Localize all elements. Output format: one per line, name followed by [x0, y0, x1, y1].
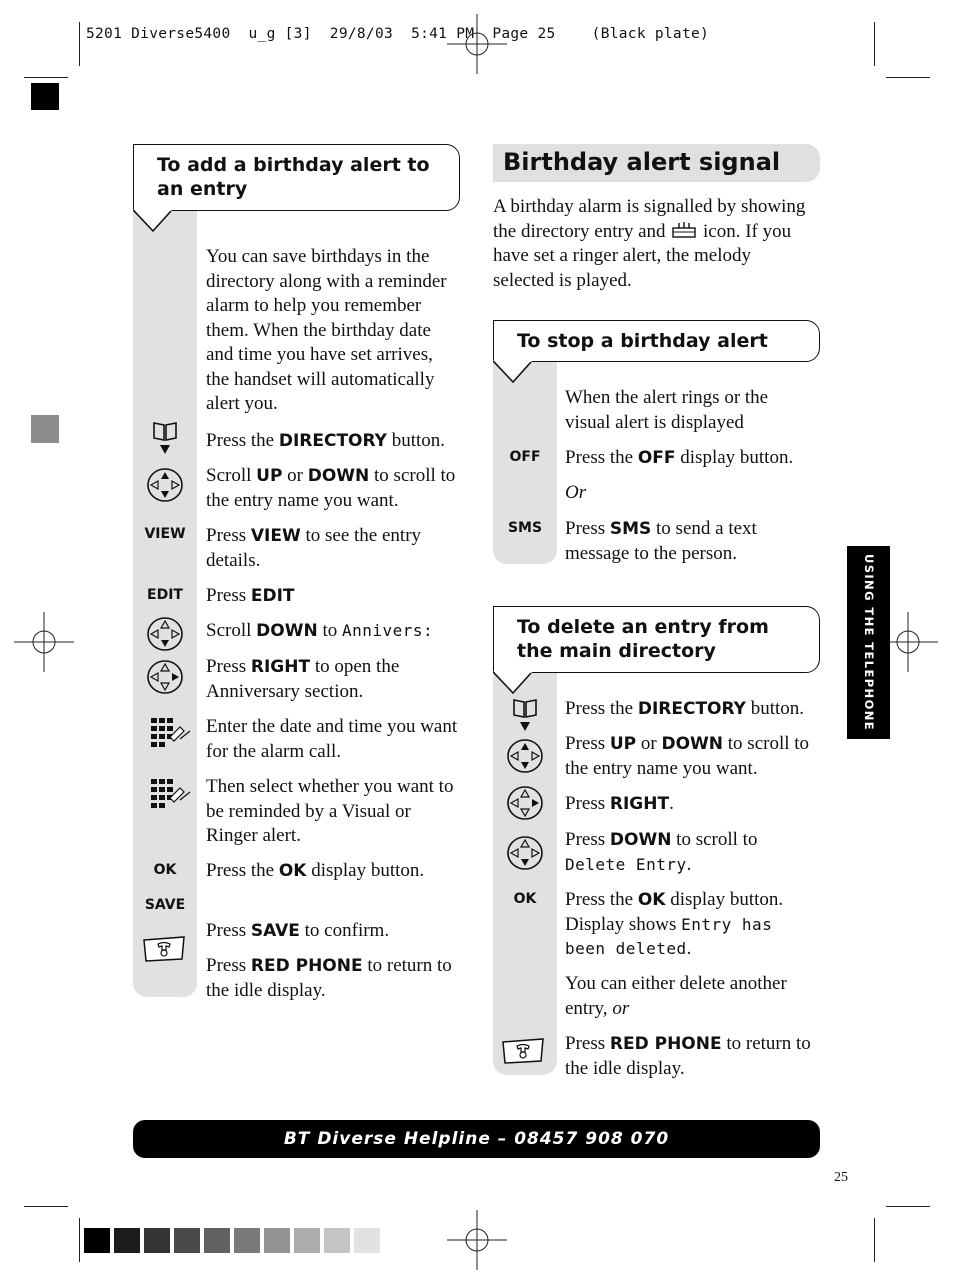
- step-edit: Press EDIT: [206, 585, 295, 606]
- registration-mark: [14, 612, 74, 672]
- step-save: Press SAVE to confirm.: [206, 920, 390, 941]
- softkey-off-label: OFF: [509, 449, 541, 465]
- step-right: Press RIGHT to open the Anniversary section.: [206, 656, 400, 702]
- section-header-add-birthday: [133, 144, 460, 211]
- birthday-cake-icon: [670, 221, 698, 239]
- crop-mark: [886, 77, 930, 78]
- delete-step-another: You can either delete another entry, or: [565, 973, 787, 1019]
- navigation-key-icon: [146, 467, 184, 503]
- helpline-bar: BT Diverse Helpline – 08457 908 070: [133, 1120, 820, 1158]
- grey-square-mark: [31, 415, 59, 443]
- navigation-key-down-icon: [146, 616, 184, 652]
- crop-mark: [79, 22, 80, 66]
- navigation-key-down-icon: [506, 835, 544, 871]
- crop-mark: [886, 1206, 930, 1207]
- step-scroll: Scroll UP or DOWN to scroll to the entry name you want.: [206, 465, 456, 511]
- black-square-mark: [31, 83, 59, 110]
- birthday-alert-signal-title: Birthday alert signal: [493, 144, 820, 182]
- registration-mark: [447, 14, 507, 74]
- step-off: Press the OFF display button.: [565, 447, 794, 468]
- lcd-text: Delete Entry: [565, 854, 687, 874]
- step-scroll-down: Scroll DOWN to Annivers:: [206, 620, 434, 641]
- directory-book-icon: [151, 420, 179, 456]
- navigation-key-right-icon: [506, 785, 544, 821]
- crop-mark: [24, 1206, 68, 1207]
- navigation-key-right-icon: [146, 659, 184, 695]
- step-sms: Press SMS to send a text message to the person.: [565, 518, 757, 564]
- crop-mark: [874, 1218, 875, 1262]
- side-tab-label: USING THE TELEPHONE: [862, 553, 876, 732]
- red-phone-key-icon: [141, 935, 187, 963]
- lcd-text: Annivers:: [341, 621, 434, 640]
- print-slug: 5201 Diverse5400 u_g [3] 29/8/03 5:41 PM Page 25 (Black plate): [86, 26, 710, 42]
- delete-step-right: Press RIGHT.: [565, 793, 674, 814]
- step-ok: Press the OK display button.: [206, 860, 425, 881]
- stop-condition: When the alert rings or the visual alert is displayed: [565, 387, 769, 433]
- delete-step-down: Press DOWN to scroll to Delete Entry.: [565, 829, 758, 875]
- step-red-phone: Press RED PHONE to return to the idle display.: [206, 955, 452, 1001]
- delete-step-red-phone: Press RED PHONE to return to the idle display.: [565, 1033, 811, 1079]
- step-directory: Press the DIRECTORY button.: [206, 430, 446, 451]
- step-select-alert: Then select whether you want to be reminded by a Visual or Ringer alert.: [206, 776, 454, 846]
- red-phone-key-icon: [500, 1037, 546, 1065]
- softkey-save-label: SAVE: [144, 897, 186, 913]
- step-enter-date: Enter the date and time you want for the alarm call.: [206, 716, 458, 762]
- delete-step-directory: Press the DIRECTORY button.: [565, 698, 805, 719]
- section-header-stop-alert: To stop a birthday alert: [493, 320, 820, 362]
- birthday-signal-text: A birthday alarm is signalled by showing the directory entry and icon. If you have set a ringer alert, the melody selected is played.: [493, 196, 806, 291]
- softkey-edit-label: EDIT: [147, 587, 183, 603]
- section-header-text: To add a birthday alert to an entry: [157, 154, 430, 200]
- page-number: 25: [834, 1170, 848, 1185]
- section-header-delete-entry: To delete an entry from the main directory: [493, 606, 820, 673]
- keypad-icon: [150, 717, 192, 749]
- softkey-sms-label: SMS: [507, 520, 543, 536]
- header-pointer: [493, 360, 533, 384]
- header-pointer: [493, 671, 533, 695]
- softkey-ok-label: OK: [153, 862, 177, 878]
- intro-text: You can save birthdays in the directory along with a reminder alarm to help you remember them. When the birthday date and time you have set arrives, the handset will automatically alert you.: [206, 246, 447, 414]
- color-calibration-bar: [84, 1228, 384, 1253]
- header-pointer: [133, 209, 173, 233]
- delete-step-scroll: Press UP or DOWN to scroll to the entry name you want.: [565, 733, 810, 779]
- or-text: Or: [565, 482, 587, 503]
- crop-mark: [79, 1218, 80, 1262]
- delete-step-ok: Press the OK display button. Display shows Entry has been deleted.: [565, 889, 784, 959]
- softkey-view-label: VIEW: [144, 526, 186, 542]
- crop-mark: [24, 77, 68, 78]
- lcd-text: Entry has been deleted: [565, 914, 773, 958]
- crop-mark: [874, 22, 875, 66]
- keypad-icon: [150, 778, 192, 810]
- softkey-ok-label: OK: [513, 891, 537, 907]
- side-tab: [847, 546, 890, 739]
- step-view: Press VIEW to see the entry details.: [206, 525, 422, 571]
- registration-mark: [447, 1210, 507, 1270]
- navigation-key-icon: [506, 738, 544, 774]
- directory-book-icon: [511, 697, 539, 733]
